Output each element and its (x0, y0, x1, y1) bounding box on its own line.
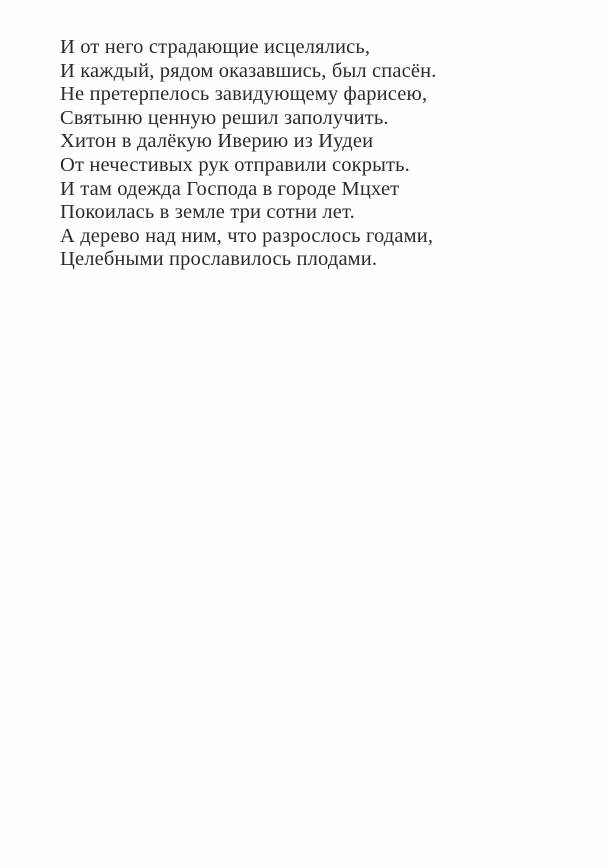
poem-line: Покоилась в земле три сотни лет. (60, 201, 355, 224)
poem-line: Не претерпелось завидующему фарисею, (60, 83, 428, 106)
poem-line: И там одежда Господа в городе Мцхет (60, 177, 400, 200)
poem-text (60, 36, 580, 272)
poem-line: И каждый, рядом оказавшись, был спасён. (60, 59, 437, 82)
poem-line: Хитон в далёкую Иверию из Иудеи (60, 130, 374, 153)
poem-line: А дерево над ним, что разрослось годами, (60, 224, 434, 247)
poem-line: От нечестивых рук отправили сокрыть. (60, 153, 410, 176)
poem-line: И от него страдающие исцелялись, (60, 36, 371, 58)
poem-line: Святыню ценную решил заполучить. (60, 106, 389, 129)
poem-line: Целебными прославилось плодами. (60, 248, 378, 271)
